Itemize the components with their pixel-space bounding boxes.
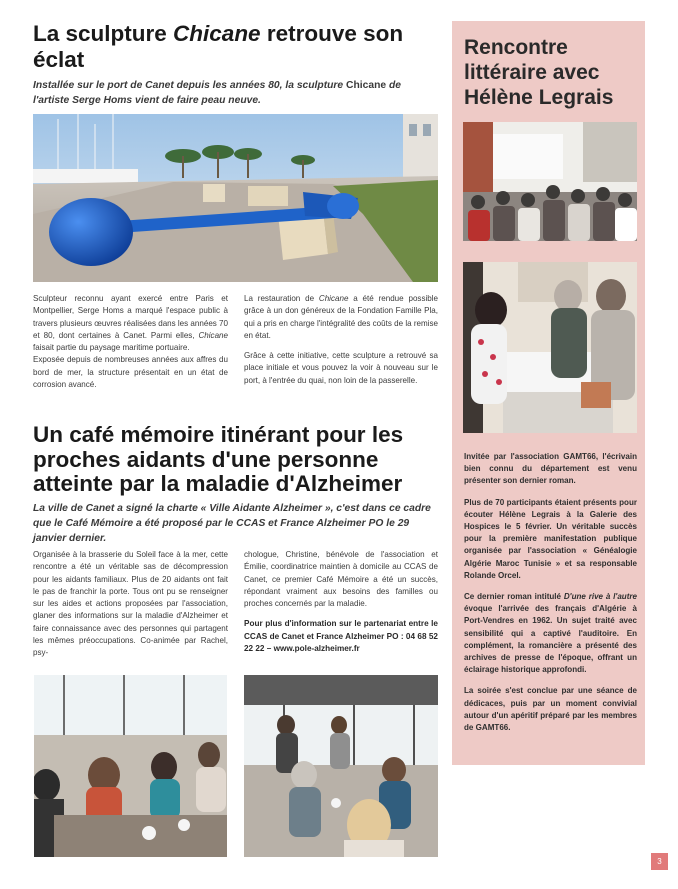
article1-col1-para2: Exposée depuis de nombreuses années aux affres du bord de mer, la structure présentait en un état de corrosion avancé.: [33, 355, 228, 390]
article1-col1-para1: Sculpteur reconnu ayant exercé entre Paris et Montpellier, Serge Homs a marqué l'espace public à travers plusieurs œuvres réalisées dans les années 70 et 80, dont certaines à Canet. Parmi elles, Chicane faisait partie du paysage maritime portuaire.: [33, 294, 229, 353]
sidebar-para3: La soirée s'est conclue par une séance de dédicaces, puis par un moment convivial autour d'un apéritif préparé par les membres de GAMT66.: [464, 686, 637, 733]
article1-col2-para2: Grâce à cette initiative, cette sculpture a retrouvé sa place initiale et vous pouvez la voir à nouveau sur le port, à l'entrée du quai, non loin de la passerelle.: [244, 351, 438, 385]
cafe-photo-left: [34, 675, 227, 857]
sidebar-intro: Invitée par l'association GAMT66, l'écrivain bien connu du département est venu présenter son dernier roman.: [464, 452, 637, 486]
article1-lead: Installée sur le port de Canet depuis les années 80, la sculpture Chicane de l'artiste Serge Homs vient de faire peau neuve.: [33, 80, 401, 106]
sidebar-text: [464, 451, 637, 743]
article2-column-right: [244, 549, 438, 663]
article2-col2-para: chologue, Christine, bénévole de l'association et Émilie, coordinatrice maintien à domicile au CCAS de Canet, ce premier Café Mémoire a été un succès, répondant vraiment aux besoins des familles ou proches concernés par la maladie.: [244, 550, 438, 609]
article2-info: Pour plus d'information sur le partenariat entre le CCAS de Canet et France Alzheimer PO : 04 68 52 22 22 – www.pole-alzheimer.fr: [244, 619, 438, 654]
article2-lead: La ville de Canet a signé la charte « Ville Aidante Alzheimer », c'est dans ce cadre que le Café Mémoire a été proposé par le CCAS et France Alzheimer PO le 29 janvier dernier.: [33, 503, 431, 544]
article2-column-left: Organisée à la brasserie du Soleil face à la mer, cette rencontre a été un véritable sas de décompression pour les aidants familiaux. Plus de 20 aidants ont fait le pas de franchir la porte. Tous ont pu se renseigner sur les aides et actions proposées par l'association, glaner des informations sur la maladie d'Alzheimer et faire connaissance avec des personnes qui partagent les mêmes préoccupations. Co-animée par Rachel, psy-: [33, 550, 228, 658]
cafe-photo-right: [244, 675, 438, 857]
sculpture-photo: [33, 114, 438, 282]
article1-col2-para1: La restauration de Chicane a été rendue possible grâce à un don généreux de la Fondation Famille Pla, qui a pris en charge l'intégralité des coûts de la remise en état.: [244, 294, 438, 340]
article2-title: Un café mémoire itinérant pour les proches aidants d'une personne atteinte par la maladie d'Alzheimer: [33, 422, 404, 496]
article1-column-right: [244, 293, 438, 395]
article1-column-left: [33, 293, 228, 399]
sidebar-para2: Ce dernier roman intitulé D'une rive à l'autre évoque l'arrivée des français d'Algérie à Port-Vendres en 1962. Un sujet traité avec sensibilité qui a captivé l'auditoire. En complément, la romancière a présenté des archives de presse de l'époque, offrant un éclairage historique approfondi.: [464, 592, 637, 675]
page-number: 3: [651, 853, 668, 870]
sidebar-title: Rencontre littéraire avec Hélène Legrais: [464, 36, 614, 109]
conference-photo: [463, 122, 637, 241]
signing-photo: [463, 262, 637, 433]
sidebar-para1: Plus de 70 participants étaient présents pour écouter Hélène Legrais à la Galerie des Hospices le 5 février. Un véritable succès pour la première manifestation publique organisée par l'association « Généalogie Algérie Maroc Tunisie » et sa responsable Rolande Orcel.: [464, 497, 637, 580]
article1-title: La sculpture Chicane retrouve son éclat: [33, 21, 404, 72]
